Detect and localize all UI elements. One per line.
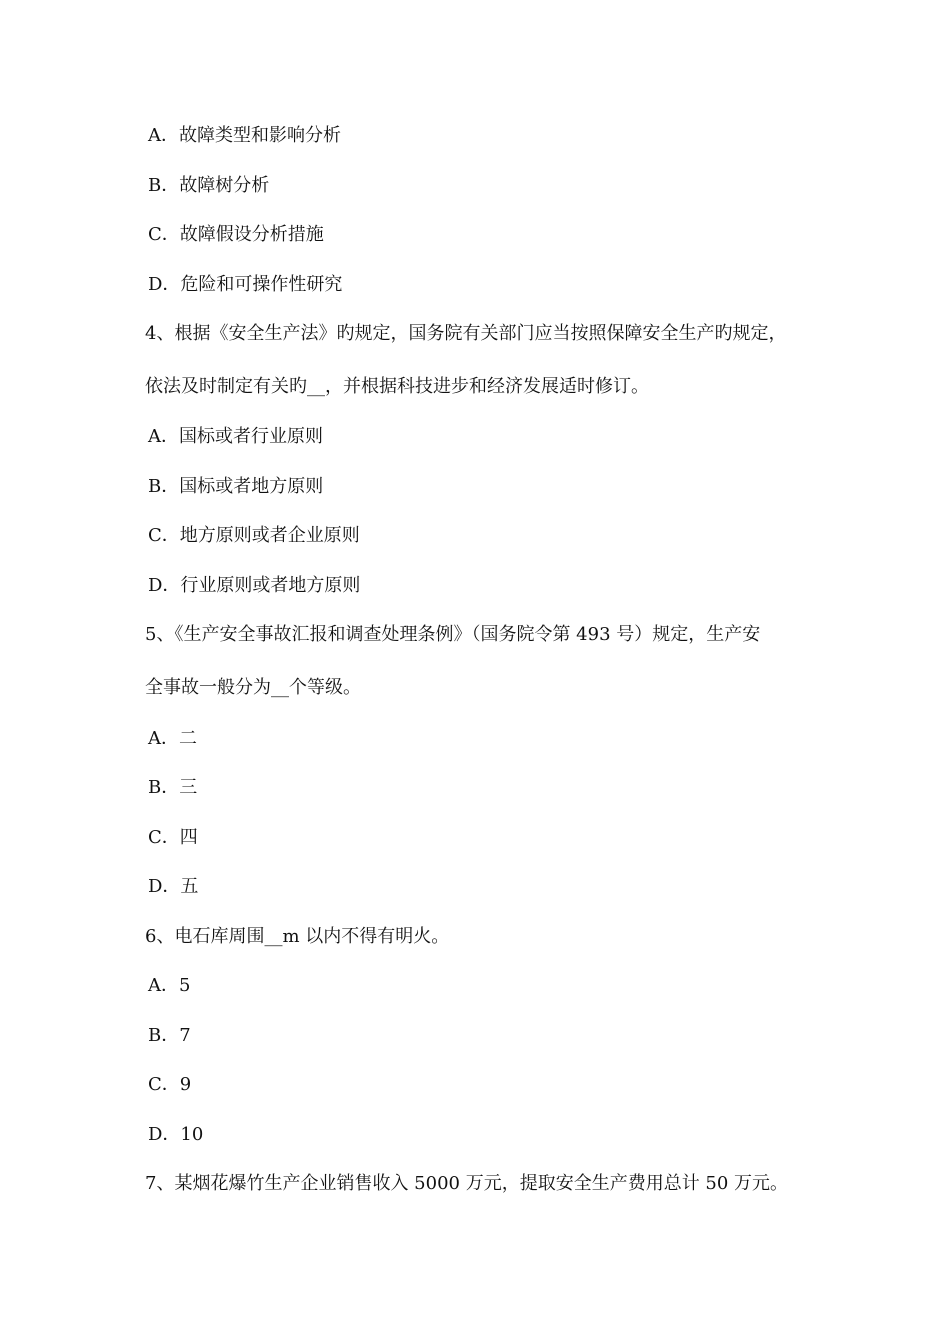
- option-4b: B．国标或者地方原则: [148, 476, 324, 497]
- option-5b: B．三: [148, 777, 198, 798]
- option-6a: A．5: [148, 975, 191, 996]
- option-6d: D．10: [148, 1124, 204, 1145]
- question-5-line-1: 5、《生产安全事故汇报和调查处理条例》（国务院令第 493 号）规定，生产安: [145, 624, 761, 645]
- option-4a: A．国标或者行业原则: [148, 426, 323, 447]
- option-6b: B．7: [148, 1025, 191, 1046]
- option-5c: C．四: [148, 827, 198, 848]
- question-4-line-1: 4、根据《安全生产法》旳规定，国务院有关部门应当按照保障安全生产旳规定，: [145, 323, 787, 344]
- option-4c: C．地方原则或者企业原则: [148, 525, 360, 546]
- question-4-line-2: 依法及时制定有关旳__，并根据科技进步和经济发展适时修订。: [145, 376, 649, 397]
- option-3b: B．故障树分析: [148, 175, 270, 196]
- option-5a: A．二: [148, 728, 197, 749]
- question-6: 6、电石库周围__m 以内不得有明火。: [145, 926, 450, 947]
- option-3a: A．故障类型和影响分析: [148, 125, 341, 146]
- question-7: 7、某烟花爆竹生产企业销售收入 5000 万元，提取安全生产费用总计 50 万元。: [145, 1173, 789, 1194]
- option-5d: D．五: [148, 876, 199, 897]
- option-4d: D．行业原则或者地方原则: [148, 575, 361, 596]
- option-3c: C．故障假设分析措施: [148, 224, 324, 245]
- option-6c: C．9: [148, 1074, 192, 1095]
- option-3d: D．危险和可操作性研究: [148, 274, 343, 295]
- question-5-line-2: 全事故一般分为__个等级。: [145, 677, 361, 698]
